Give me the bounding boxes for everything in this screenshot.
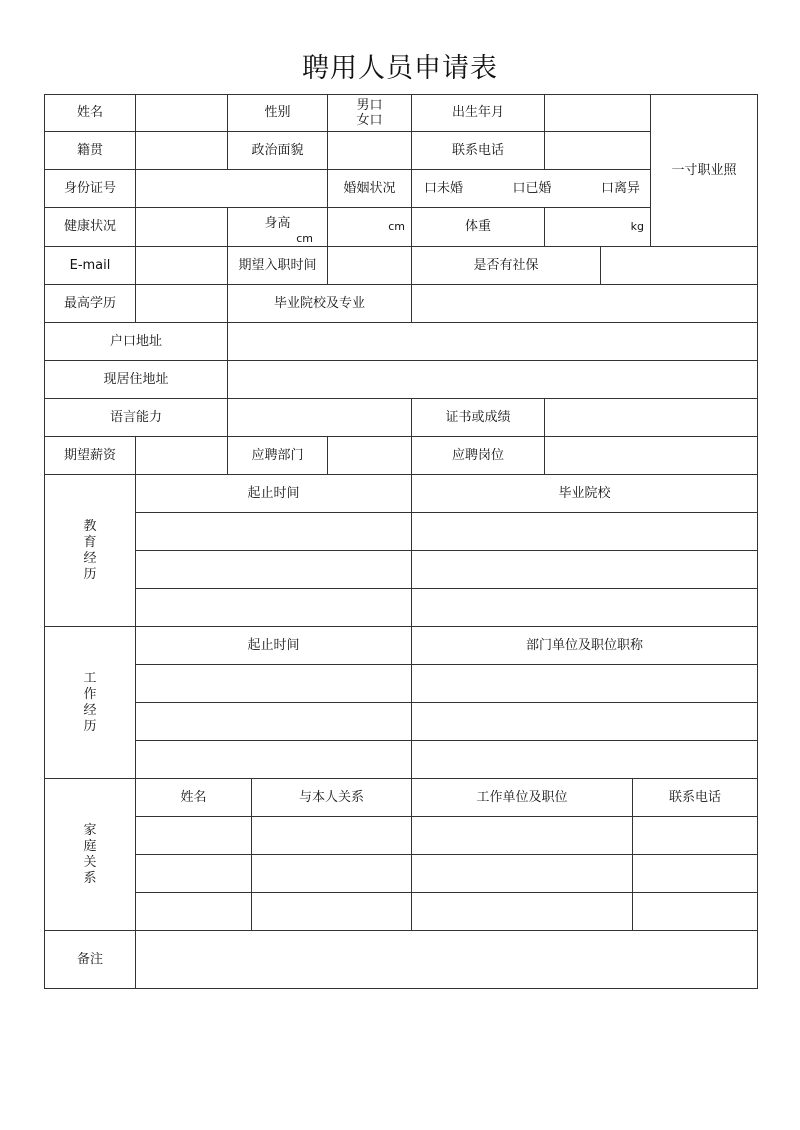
work-period-header: 起止时间	[135, 626, 412, 665]
email-field[interactable]	[135, 246, 228, 285]
social-security-label: 是否有社保	[411, 246, 601, 285]
work-unit-cell[interactable]	[411, 664, 758, 703]
education-period-cell[interactable]	[135, 512, 412, 551]
family-phone-header: 联系电话	[632, 778, 758, 817]
phone-label: 联系电话	[411, 131, 545, 170]
id-number-field[interactable]	[135, 169, 328, 208]
work-unit-cell[interactable]	[411, 702, 758, 741]
email-label: E-mail	[44, 246, 136, 285]
department-label: 应聘部门	[227, 436, 328, 475]
political-status-field[interactable]	[327, 131, 412, 170]
expected-entry-label: 期望入职时间	[227, 246, 328, 285]
school-major-field[interactable]	[411, 284, 758, 323]
marital-married-option[interactable]: 口已婚	[512, 180, 552, 196]
family-phone-cell[interactable]	[632, 854, 758, 893]
native-place-field[interactable]	[135, 131, 228, 170]
gender-label: 性别	[227, 94, 328, 132]
id-number-label: 身份证号	[44, 169, 136, 208]
position-field[interactable]	[544, 436, 758, 475]
family-label-char: 系	[83, 870, 97, 886]
department-field[interactable]	[327, 436, 412, 475]
school-major-label: 毕业院校及专业	[227, 284, 412, 323]
language-ability-field[interactable]	[227, 398, 412, 437]
education-period-header: 起止时间	[135, 474, 412, 513]
expected-salary-field[interactable]	[135, 436, 228, 475]
language-ability-label: 语言能力	[44, 398, 228, 437]
family-unit-cell[interactable]	[411, 892, 633, 931]
family-name-cell[interactable]	[135, 854, 252, 893]
education-label-char: 育	[83, 534, 97, 550]
family-unit-cell[interactable]	[411, 816, 633, 855]
family-unit-header: 工作单位及职位	[411, 778, 633, 817]
hukou-address-label: 户口地址	[44, 322, 228, 361]
work-period-cell[interactable]	[135, 664, 412, 703]
education-school-cell[interactable]	[411, 512, 758, 551]
remarks-field[interactable]	[135, 930, 758, 989]
work-history-label	[44, 626, 136, 779]
weight-field[interactable]	[544, 207, 651, 247]
family-relation-cell[interactable]	[251, 892, 412, 931]
height-label-text: 身高	[264, 216, 291, 232]
residence-address-label: 现居住地址	[44, 360, 228, 399]
family-unit-cell[interactable]	[411, 854, 633, 893]
education-level-field[interactable]	[135, 284, 228, 323]
application-form-table	[44, 94, 758, 989]
health-field[interactable]	[135, 207, 228, 247]
education-label-char: 历	[83, 566, 97, 582]
marital-status-label: 婚姻状况	[327, 169, 412, 208]
residence-address-field[interactable]	[227, 360, 758, 399]
native-place-label: 籍贯	[44, 131, 136, 170]
phone-field[interactable]	[544, 131, 651, 170]
education-level-label: 最高学历	[44, 284, 136, 323]
work-label-char: 经	[83, 702, 97, 718]
expected-salary-label: 期望薪资	[44, 436, 136, 475]
work-period-cell[interactable]	[135, 702, 412, 741]
birth-field[interactable]	[544, 94, 651, 132]
family-phone-cell[interactable]	[632, 816, 758, 855]
family-label-char: 关	[83, 854, 97, 870]
certificate-label: 证书或成绩	[411, 398, 545, 437]
work-label-char: 工	[83, 670, 97, 686]
marital-unmarried-option[interactable]: 口未婚	[424, 180, 464, 196]
certificate-field[interactable]	[544, 398, 758, 437]
birth-label: 出生年月	[411, 94, 545, 132]
remarks-label: 备注	[44, 930, 136, 989]
height-label	[227, 207, 328, 247]
family-relation-cell[interactable]	[251, 816, 412, 855]
expected-entry-field[interactable]	[327, 246, 412, 285]
height-unit: cm	[388, 220, 405, 234]
political-status-label: 政治面貌	[227, 131, 328, 170]
work-period-cell[interactable]	[135, 740, 412, 779]
weight-unit: kg	[630, 220, 644, 234]
marital-divorced-option[interactable]: 口离异	[600, 180, 640, 196]
health-label: 健康状况	[44, 207, 136, 247]
education-period-cell[interactable]	[135, 588, 412, 627]
family-name-cell[interactable]	[135, 892, 252, 931]
education-school-cell[interactable]	[411, 588, 758, 627]
name-field[interactable]	[135, 94, 228, 132]
family-relation-cell[interactable]	[251, 854, 412, 893]
gender-male-option[interactable]: 男口	[356, 98, 383, 113]
form-title: 聘用人员申请表	[302, 53, 498, 84]
photo-placeholder[interactable]: 一寸职业照	[650, 94, 758, 247]
education-school-cell[interactable]	[411, 550, 758, 589]
family-label-char: 庭	[83, 838, 97, 854]
family-name-header: 姓名	[135, 778, 252, 817]
family-relations-label	[44, 778, 136, 931]
education-school-header: 毕业院校	[411, 474, 758, 513]
marital-status-options[interactable]	[411, 169, 651, 208]
education-label-char: 教	[83, 518, 97, 534]
education-label-char: 经	[83, 550, 97, 566]
gender-female-option[interactable]: 女口	[356, 113, 383, 128]
position-label: 应聘岗位	[411, 436, 545, 475]
work-label-char: 历	[83, 718, 97, 734]
family-relation-header: 与本人关系	[251, 778, 412, 817]
hukou-address-field[interactable]	[227, 322, 758, 361]
work-unit-header: 部门单位及职位职称	[411, 626, 758, 665]
family-name-cell[interactable]	[135, 816, 252, 855]
gender-options[interactable]	[327, 94, 412, 132]
family-label-char: 家	[83, 822, 97, 838]
education-period-cell[interactable]	[135, 550, 412, 589]
work-label-char: 作	[83, 686, 97, 702]
weight-label: 体重	[411, 207, 545, 247]
height-label-unit: cm	[296, 231, 313, 245]
name-label: 姓名	[44, 94, 136, 132]
work-unit-cell[interactable]	[411, 740, 758, 779]
education-history-label	[44, 474, 136, 627]
social-security-field[interactable]	[600, 246, 758, 285]
family-phone-cell[interactable]	[632, 892, 758, 931]
height-field[interactable]	[327, 207, 412, 247]
